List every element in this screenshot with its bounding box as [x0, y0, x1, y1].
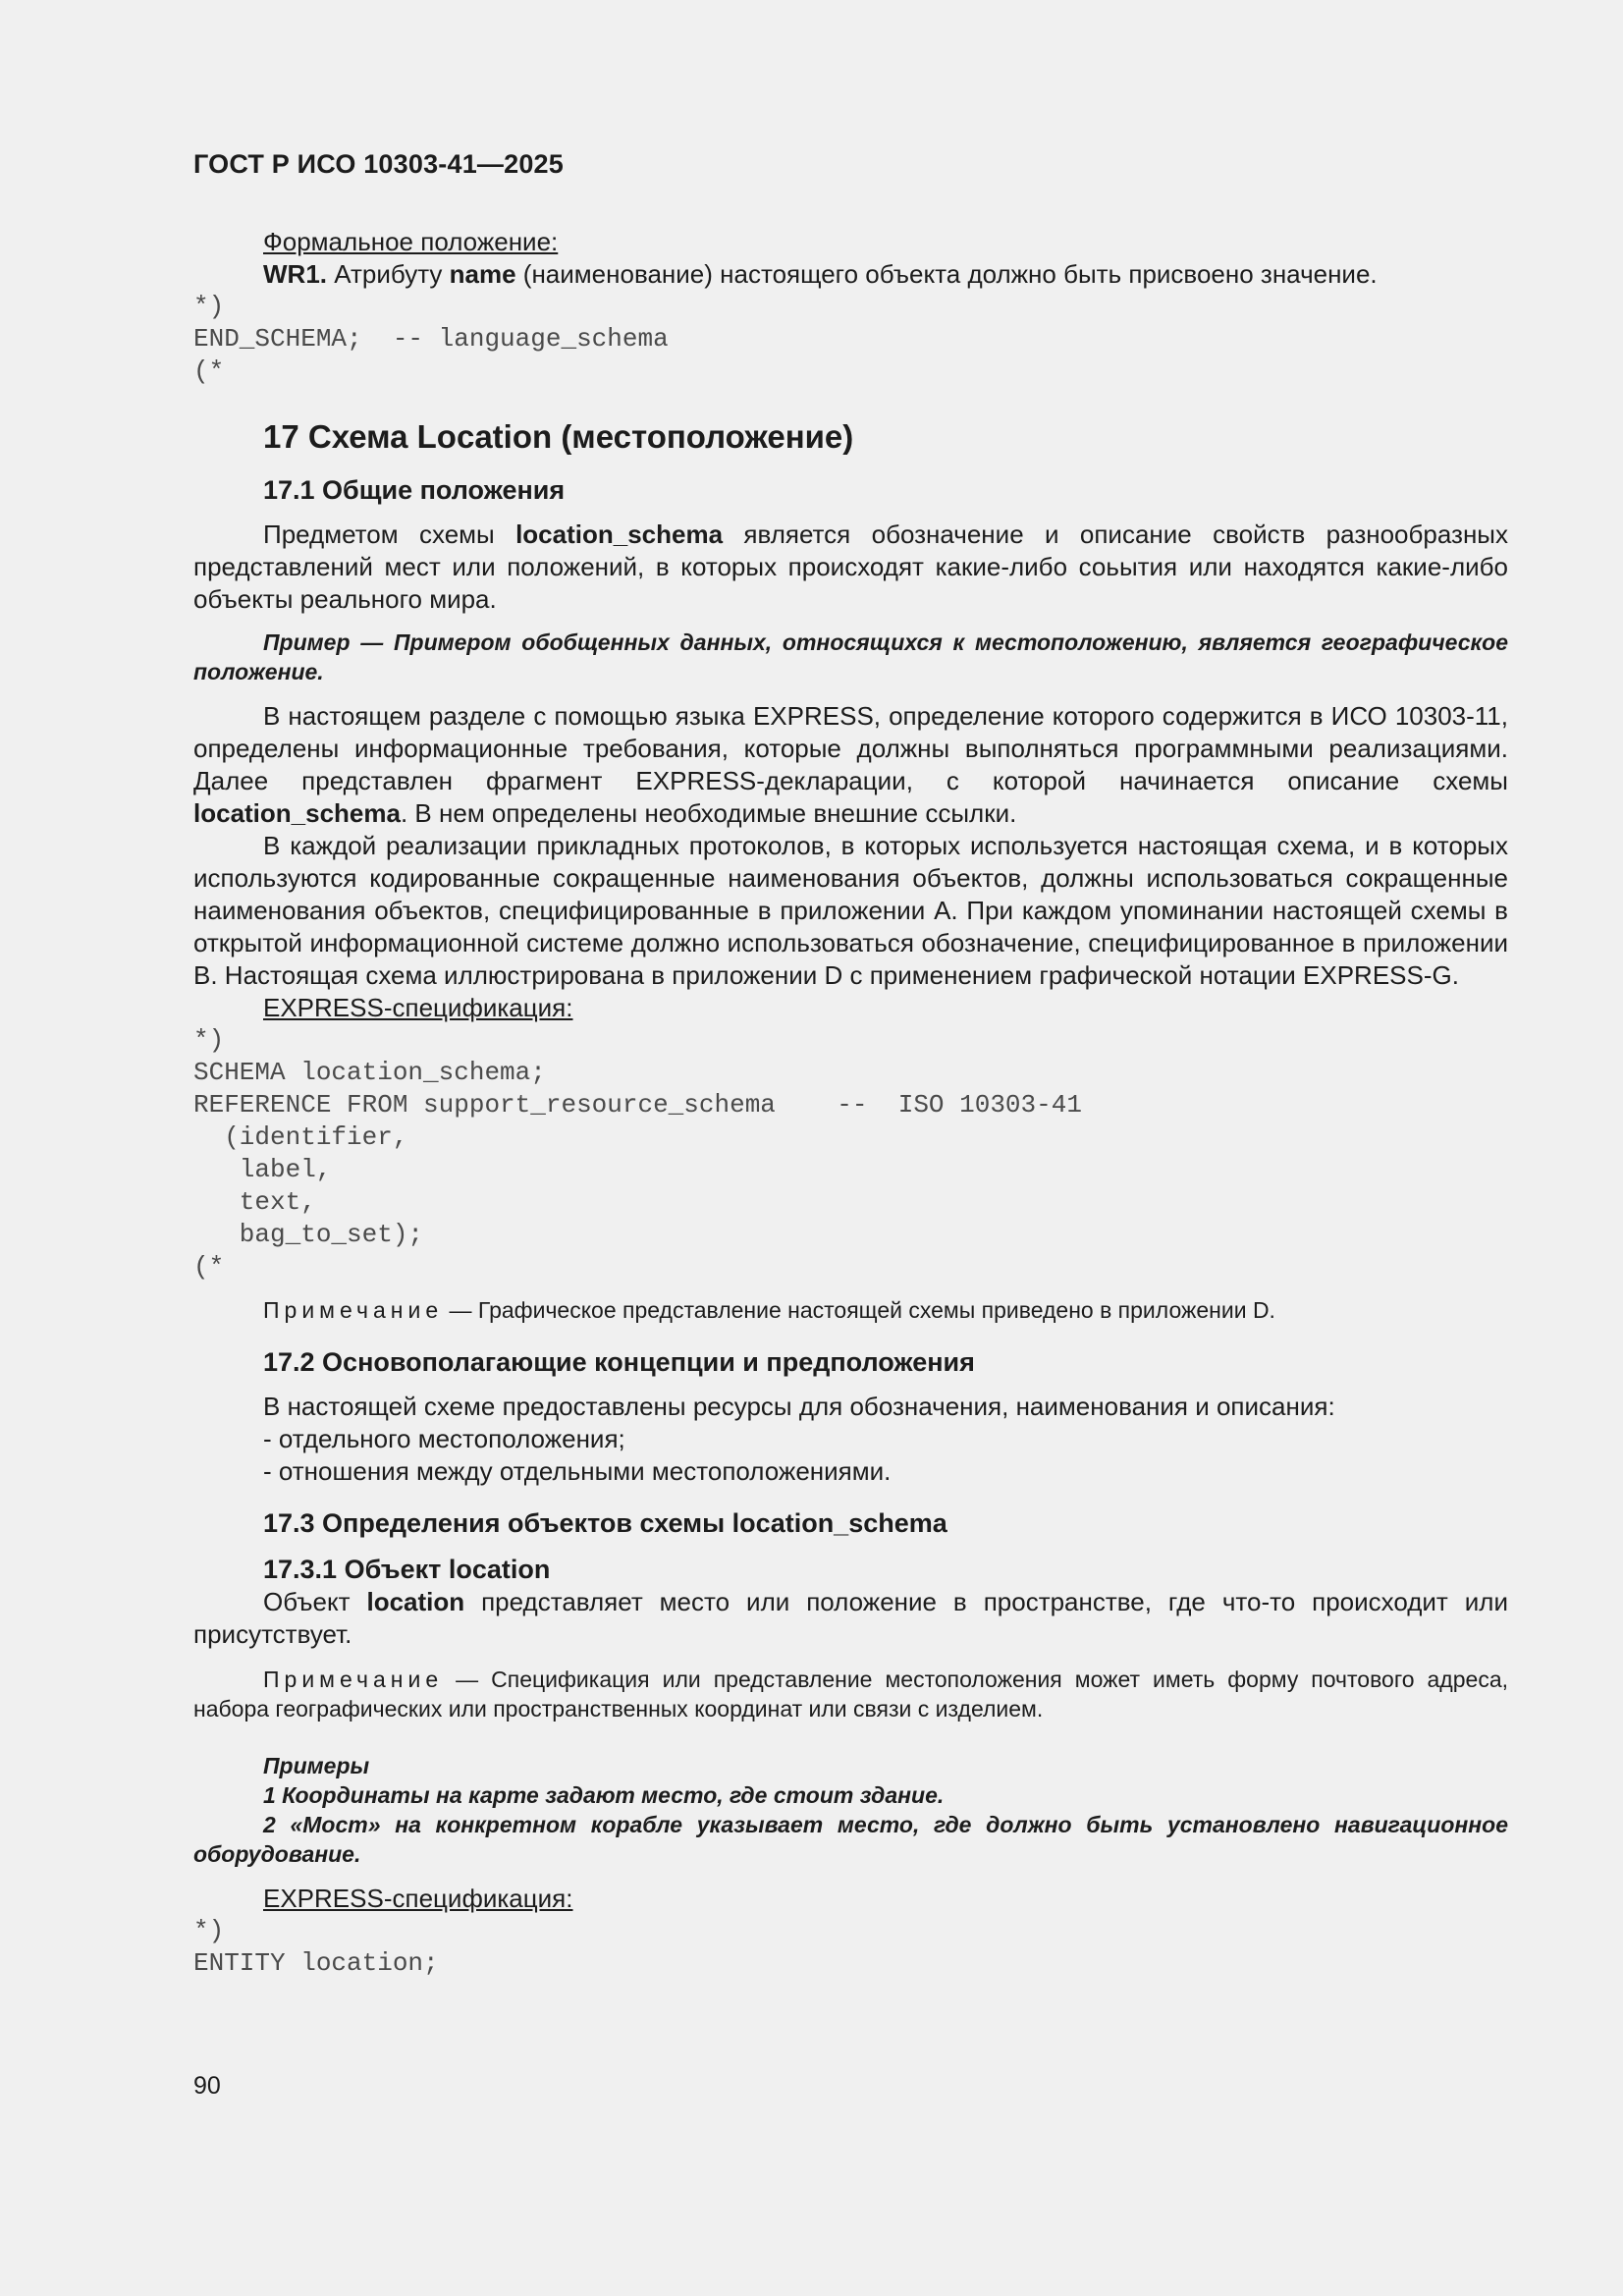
code-line: END_SCHEMA; -- language_schema	[193, 324, 669, 354]
where-rule-wr1: WR1. Атрибуту name (наименование) настоящего объекта должно быть присвоено значение.	[263, 259, 1378, 289]
express-spec-label: EXPRESS-спецификация:	[263, 993, 573, 1022]
section-17-title: 17 Схема Location (местоположение)	[263, 418, 854, 455]
paragraph: Предметом схемы location_schema является обозначение и описание свойств разнообразных представлений мест или положений, в которых происходят какие-либо соьытия или находятся какие-либо объекты реального мира.	[193, 519, 1508, 614]
example-item: 2 «Мост» на конкретном корабле указывает место, где должно быть установлено навигационное оборудование.	[193, 1812, 1508, 1867]
code-line: (*	[193, 356, 225, 386]
paragraph: В настоящей схеме предоставлены ресурсы для обозначения, наименования и описания:	[263, 1392, 1335, 1421]
code-block-entity	[193, 1915, 1508, 1980]
section-17-3-1-title: 17.3.1 Объект location	[263, 1555, 551, 1584]
code-line: (identifier,	[193, 1122, 408, 1152]
section-17-3-title: 17.3 Определения объектов схемы location_schema	[263, 1508, 947, 1538]
list-item: - отношения между отдельными местоположениями.	[263, 1456, 892, 1486]
paragraph: В каждой реализации прикладных протоколов, в которых используется настоящая схема, и в которых используются кодированные сокращенные наименования объектов, должны использоваться сокращенные наименования объектов, специфицированные в приложении А. При каждом упоминании настоящей схемы в открытой информационной системе должно использоваться обозначение, специфицированное в приложении В. Настоящая схема иллюстрирована в приложении D с применением графической нотации EXPRESS-G.	[193, 831, 1508, 990]
code-line: *)	[193, 1025, 225, 1055]
code-block-end-schema	[193, 291, 1508, 388]
note: Примечание — Спецификация или представление местоположения может иметь форму почтового адреса, набора географических или пространственных координат или связи с изделием.	[193, 1667, 1508, 1722]
code-line: *)	[193, 292, 225, 321]
code-line: REFERENCE FROM support_resource_schema -- ISO 10303-41	[193, 1090, 1082, 1120]
code-line: label,	[193, 1155, 332, 1184]
note: Примечание — Графическое представление настоящей схемы приведено в приложении D.	[263, 1297, 1275, 1323]
code-line: (*	[193, 1252, 225, 1282]
example-item: 1 Координаты на карте задают место, где стоит здание.	[263, 1782, 945, 1808]
code-line: *)	[193, 1916, 225, 1945]
page-number: 90	[193, 2072, 221, 2100]
document-header: ГОСТ Р ИСО 10303-41—2025	[193, 149, 564, 179]
list-item: - отдельного местоположения;	[263, 1424, 625, 1453]
paragraph: В настоящем разделе с помощью языка EXPRESS, определение которого содержится в ИСО 10303-11, определены информационные требования, которые должны выполняться программными реализациями. Далее представлен фрагмент EXPRESS-декларации, с которой начинается описание схемы location_schema. В нем определены необходимые внешние ссылки.	[193, 701, 1508, 828]
paragraph: Объект location представляет место или положение в пространстве, где что-то происходит или присутствует.	[193, 1587, 1508, 1649]
express-spec-label: EXPRESS-спецификация:	[263, 1884, 573, 1913]
formal-statement-label: Формальное положение:	[263, 227, 559, 256]
page-content	[193, 226, 1508, 1980]
example-text: Пример — Примером обобщенных данных, относящихся к местоположению, является географическое положение.	[193, 629, 1508, 684]
section-17-1-title: 17.1 Общие положения	[263, 475, 566, 505]
code-line: text,	[193, 1187, 316, 1217]
code-line: bag_to_set);	[193, 1220, 424, 1249]
code-block-schema	[193, 1024, 1508, 1284]
code-line: ENTITY location;	[193, 1948, 439, 1978]
section-17-2-title: 17.2 Основополагающие концепции и предположения	[263, 1347, 975, 1377]
examples-title: Примеры	[263, 1753, 370, 1778]
code-line: SCHEMA location_schema;	[193, 1058, 546, 1087]
